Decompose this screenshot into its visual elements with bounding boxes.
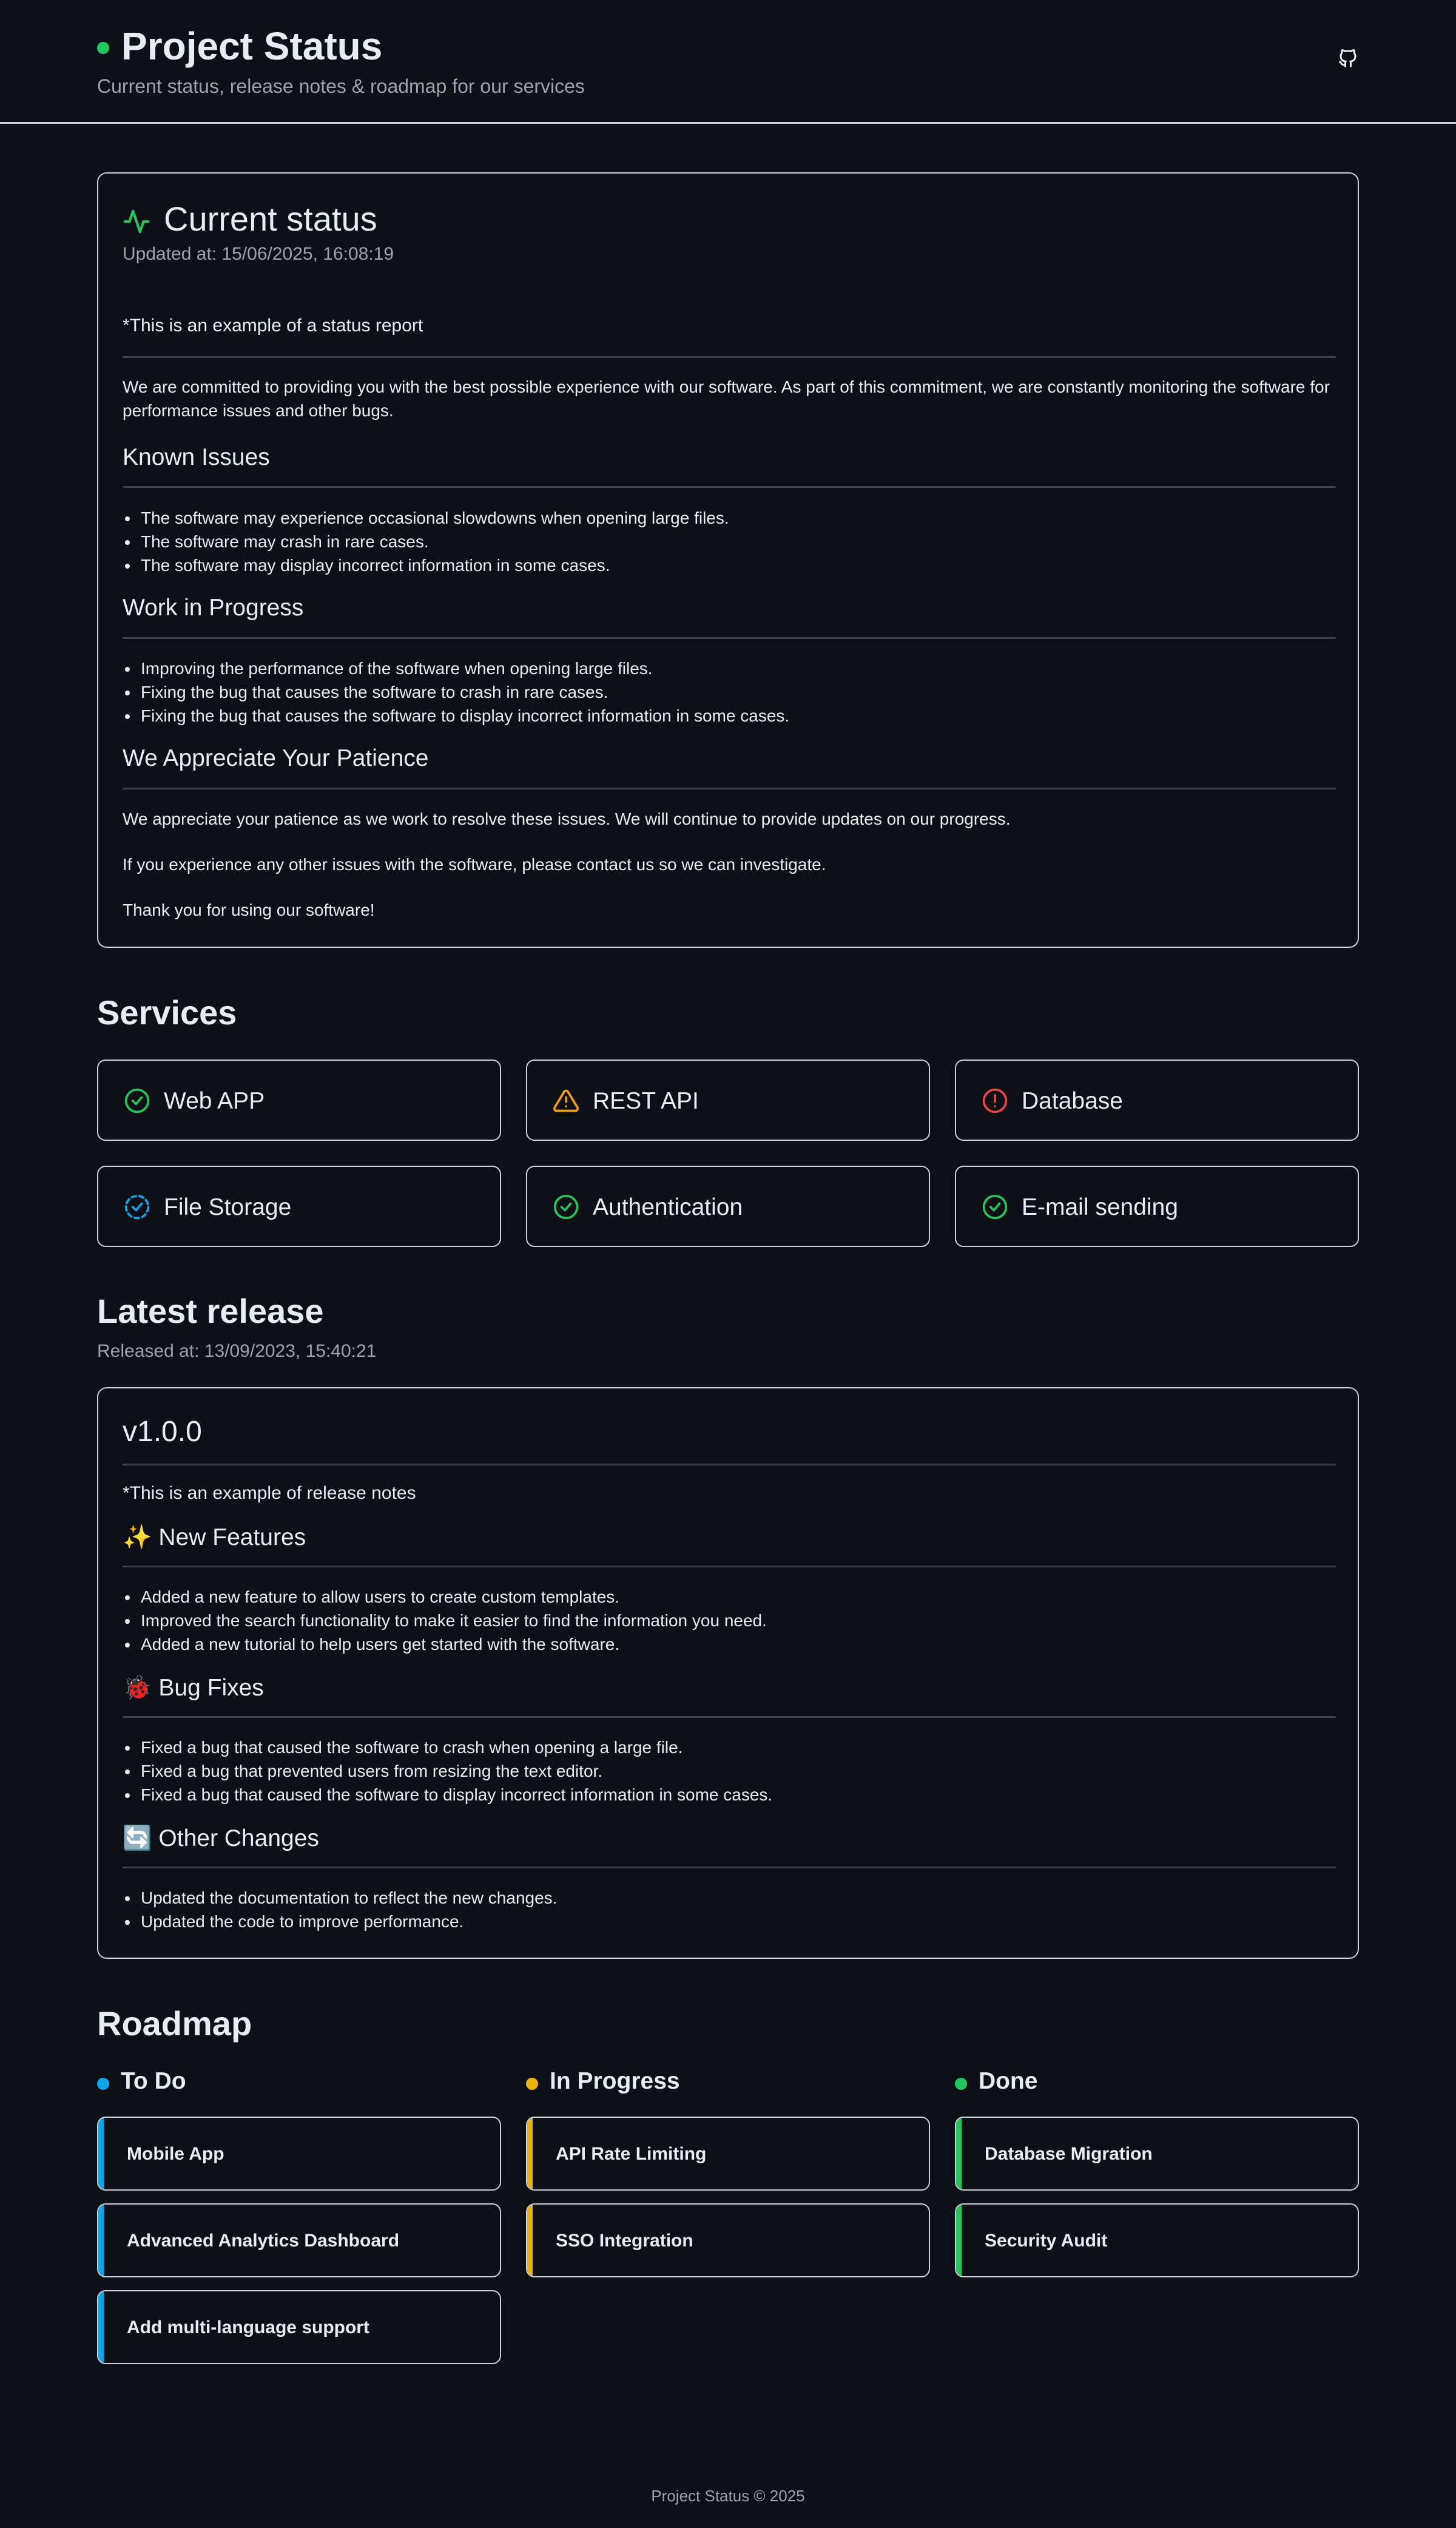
- roadmap-item: [955, 2117, 1359, 2191]
- service-name: REST API: [593, 1088, 699, 1114]
- maintenance-check-icon: [124, 1194, 150, 1220]
- patience-heading: We Appreciate Your Patience: [123, 745, 429, 771]
- github-icon[interactable]: [1337, 47, 1359, 69]
- bug-fixes-list: [123, 1735, 772, 1806]
- roadmap-heading: Roadmap: [97, 2004, 252, 2043]
- roadmap-item-label: Mobile App: [127, 2144, 224, 2164]
- service-card-authentication: [526, 1166, 930, 1247]
- done-column-heading: Done: [979, 2068, 1038, 2094]
- service-card-file-storage: [97, 1166, 501, 1247]
- status-updated-at: Updated at: 15/06/2025, 16:08:19: [123, 244, 394, 264]
- wip-heading: Work in Progress: [123, 595, 304, 621]
- service-name: File Storage: [164, 1194, 292, 1220]
- service-name: E-mail sending: [1022, 1194, 1178, 1220]
- release-example-note: *This is an example of release notes: [123, 1483, 416, 1503]
- list-item: Updated the code to improve performance.: [123, 1910, 557, 1933]
- list-item: The software may display incorrect information in some cases.: [123, 553, 729, 577]
- roadmap-item-label: Advanced Analytics Dashboard: [127, 2231, 400, 2251]
- warning-triangle-icon: [553, 1087, 579, 1114]
- divider: [123, 788, 1336, 789]
- features-list: [123, 1585, 767, 1656]
- other-changes-list: [123, 1886, 557, 1933]
- other-changes-heading: 🔄 Other Changes: [123, 1825, 319, 1851]
- service-name: Web APP: [164, 1088, 265, 1114]
- list-item: Fixed a bug that caused the software to display incorrect information in some cases.: [123, 1783, 772, 1806]
- divider: [123, 356, 1336, 358]
- service-card-email-sending: [955, 1166, 1359, 1247]
- roadmap-item: [955, 2203, 1359, 2277]
- page-header: [0, 0, 1456, 124]
- divider: [123, 486, 1336, 488]
- current-status-title: Current status: [164, 200, 377, 238]
- divider: [123, 1867, 1336, 1868]
- services-heading: Services: [97, 993, 237, 1032]
- list-item: Fixed a bug that prevented users from resizing the text editor.: [123, 1759, 772, 1783]
- current-status-card: [97, 172, 1359, 948]
- done-dot: [955, 2078, 967, 2090]
- latest-release-heading: Latest release: [97, 1292, 324, 1330]
- todo-column-heading: To Do: [121, 2068, 186, 2094]
- roadmap-item-label: SSO Integration: [556, 2231, 693, 2251]
- bug-fixes-heading: 🐞 Bug Fixes: [123, 1675, 264, 1701]
- list-item: Added a new feature to allow users to create custom templates.: [123, 1585, 767, 1609]
- in-progress-column-heading: In Progress: [550, 2068, 680, 2094]
- check-circle-icon: [124, 1087, 150, 1114]
- patience-text-1: We appreciate your patience as we work to resolve these issues. We will continue to provide updates on our progress.: [123, 809, 1011, 828]
- list-item: Fixed a bug that caused the software to crash when opening a large file.: [123, 1735, 772, 1759]
- roadmap-item-label: Database Migration: [985, 2144, 1153, 2164]
- service-name: Authentication: [593, 1194, 743, 1220]
- list-item: The software may experience occasional slowdowns when opening large files.: [123, 506, 729, 530]
- service-card-rest-api: [526, 1060, 930, 1141]
- todo-dot: [97, 2078, 109, 2090]
- release-date: Released at: 13/09/2023, 15:40:21: [97, 1341, 377, 1361]
- status-dot: [97, 42, 109, 54]
- list-item: Improved the search functionality to make it easier to find the information you need.: [123, 1609, 767, 1632]
- service-card-database: [955, 1060, 1359, 1141]
- divider: [123, 1716, 1336, 1718]
- known-issues-heading: Known Issues: [123, 444, 270, 470]
- release-version: v1.0.0: [123, 1416, 202, 1448]
- list-item: Fixing the bug that causes the software to crash in rare cases.: [123, 680, 789, 704]
- service-name: Database: [1022, 1088, 1123, 1114]
- list-item: Fixing the bug that causes the software to display incorrect information in some cases.: [123, 704, 789, 728]
- roadmap-item: [97, 2117, 501, 2191]
- divider: [123, 1464, 1336, 1465]
- known-issues-list: [123, 506, 729, 577]
- check-circle-icon: [982, 1194, 1008, 1220]
- page-subtitle: Current status, release notes & roadmap for our services: [97, 75, 585, 97]
- divider: [123, 637, 1336, 639]
- divider: [123, 1566, 1336, 1567]
- roadmap-item-label: Add multi-language support: [127, 2317, 369, 2337]
- in-progress-dot: [526, 2078, 538, 2090]
- roadmap-item: [526, 2203, 930, 2277]
- service-card-web-app: [97, 1060, 501, 1141]
- roadmap-item: [97, 2203, 501, 2277]
- roadmap-item-label: API Rate Limiting: [556, 2144, 707, 2164]
- wip-list: [123, 657, 789, 728]
- roadmap-item-label: Security Audit: [985, 2231, 1108, 2251]
- list-item: Added a new tutorial to help users get started with the software.: [123, 1632, 767, 1656]
- list-item: The software may crash in rare cases.: [123, 530, 729, 553]
- activity-icon: [123, 208, 150, 235]
- new-features-heading: ✨ New Features: [123, 1524, 306, 1550]
- page-title: Project Status: [121, 24, 383, 68]
- list-item: Improving the performance of the software when opening large files.: [123, 657, 789, 680]
- alert-circle-icon: [982, 1087, 1008, 1114]
- patience-text-3: Thank you for using our software!: [123, 901, 375, 919]
- check-circle-icon: [553, 1194, 579, 1220]
- patience-text-2: If you experience any other issues with the software, please contact us so we can investigate.: [123, 855, 826, 874]
- footer-text: Project Status © 2025: [651, 2487, 805, 2505]
- list-item: Updated the documentation to reflect the new changes.: [123, 1886, 557, 1910]
- roadmap-item: [526, 2117, 930, 2191]
- status-example-note: *This is an example of a status report: [123, 316, 423, 336]
- release-notes-card: [97, 1387, 1359, 1959]
- roadmap-item: [97, 2290, 501, 2364]
- status-intro: We are committed to providing you with the best possible experience with our software. As part of this commitment, we are constantly monitoring the software for performance issues and other bugs.: [123, 377, 1330, 420]
